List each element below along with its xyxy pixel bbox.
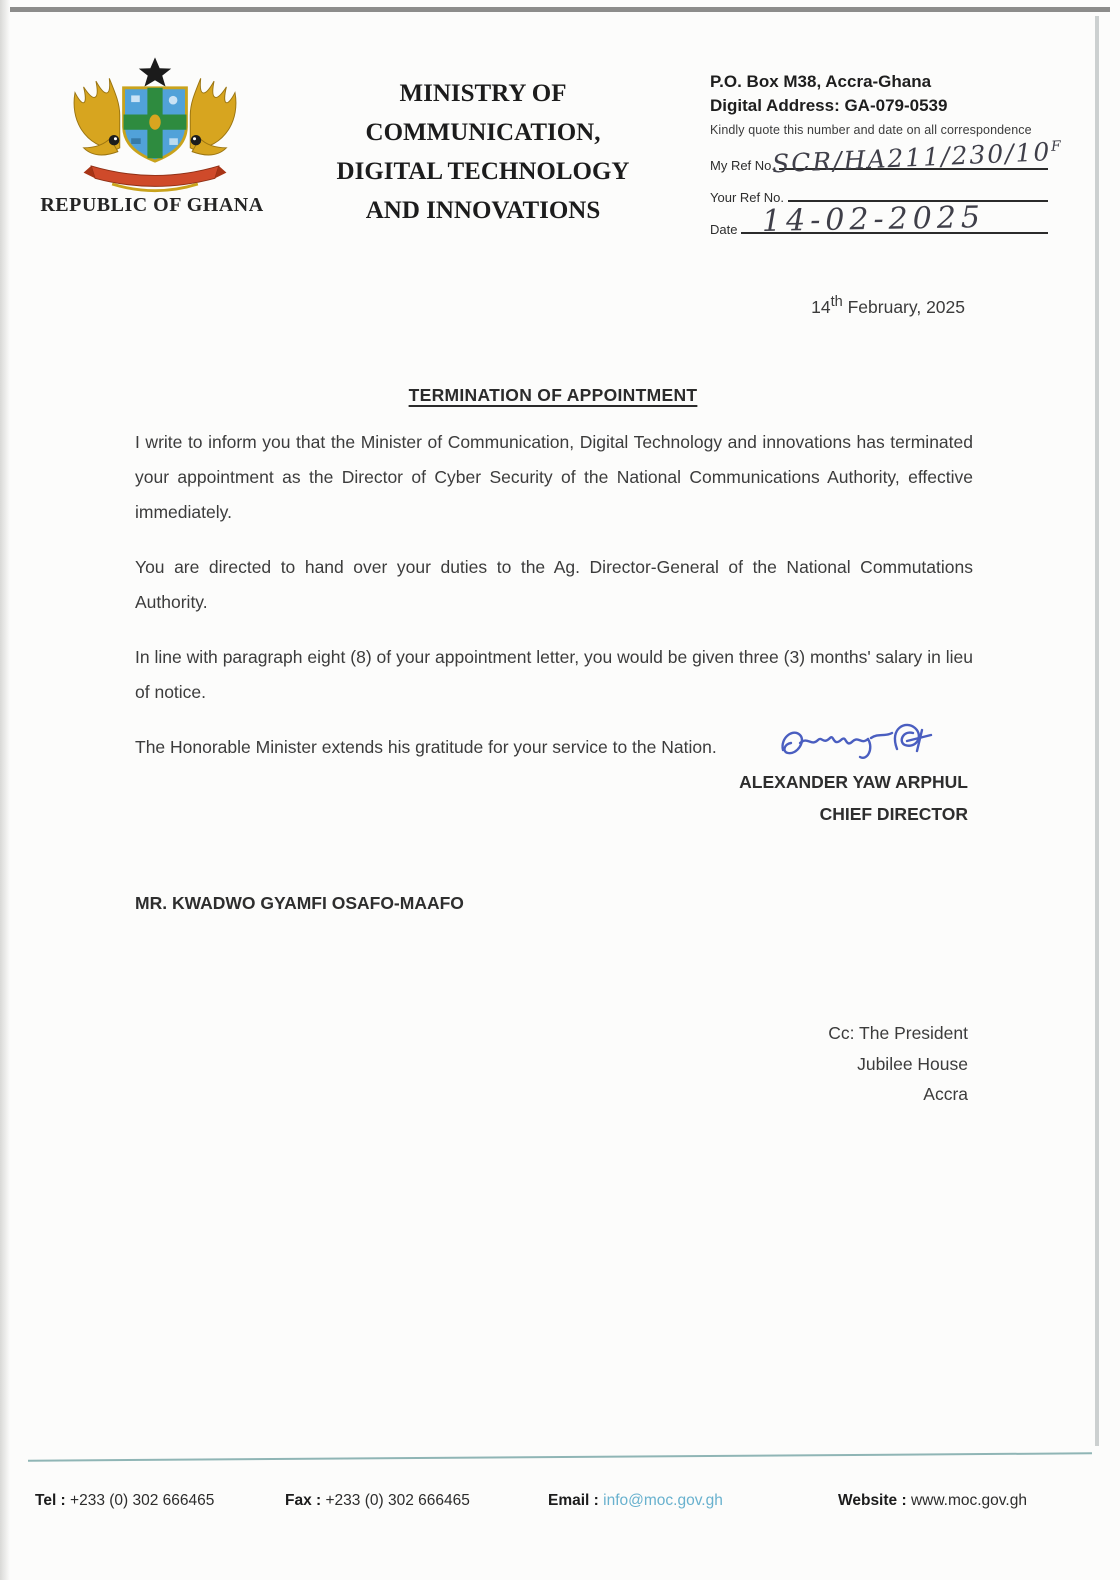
website-label: Website : bbox=[838, 1492, 907, 1509]
cc-line: Accra bbox=[923, 1084, 968, 1104]
tel-label: Tel : bbox=[35, 1492, 66, 1509]
paragraph: The Honorable Minister extends his gratitude for your service to the Nation. bbox=[135, 737, 717, 757]
fax-label: Fax : bbox=[285, 1492, 322, 1509]
my-ref-row bbox=[710, 137, 1064, 179]
ministry-title-line: DIGITAL TECHNOLOGY bbox=[336, 158, 630, 185]
signatory-title: CHIEF DIRECTOR bbox=[819, 804, 968, 824]
ministry-title bbox=[290, 74, 676, 230]
contact-block bbox=[710, 70, 1064, 239]
republic-of-ghana-caption: REPUBLIC OF GHANA bbox=[40, 194, 264, 216]
letter-date: 14th February, 2025 bbox=[811, 294, 965, 317]
ministry-title-line: AND INNOVATIONS bbox=[365, 197, 601, 224]
footer-fax bbox=[285, 1492, 470, 1510]
footer-tel bbox=[35, 1492, 214, 1510]
page-edge-left bbox=[0, 0, 10, 1580]
signatory-name: ALEXANDER YAW ARPHUL bbox=[739, 772, 968, 792]
quote-note: Kindly quote this number and date on all correspondence bbox=[710, 123, 1032, 137]
addressee-name: MR. KWADWO GYAMFI OSAFO-MAAFO bbox=[135, 893, 464, 913]
your-ref-label: Your Ref No. bbox=[710, 190, 784, 205]
cc-line: Jubilee House bbox=[857, 1053, 968, 1074]
paragraph: I write to inform you that the Minister of Communication, Digital Technology and innovations has terminated your appointment as the Director of Cyber Security of the National Communications Authority, effective immediately. bbox=[135, 432, 973, 522]
tel-value: +233 (0) 302 666465 bbox=[70, 1492, 215, 1509]
email-link[interactable]: info@moc.gov.gh bbox=[603, 1492, 723, 1509]
date-handwritten-value: 14-02-2025 bbox=[761, 200, 986, 239]
paragraph: In line with paragraph eight (8) of your appointment letter, you would be given three (3) months' salary in lieu of notice. bbox=[135, 647, 973, 702]
ghana-coat-of-arms-icon bbox=[55, 50, 255, 198]
date-row bbox=[710, 200, 1048, 239]
footer-email bbox=[548, 1492, 723, 1510]
footer-divider bbox=[28, 1452, 1092, 1461]
website-value: www.moc.gov.gh bbox=[910, 1492, 1027, 1509]
page-edge-right bbox=[1095, 16, 1099, 1446]
my-ref-label: My Ref No. bbox=[710, 158, 776, 173]
my-ref-handwritten-value: SCR/$HA211/230/10^F$ bbox=[771, 137, 1064, 179]
fax-value: +233 (0) 302 666465 bbox=[325, 1492, 470, 1509]
subject-heading: TERMINATION OF APPOINTMENT bbox=[408, 385, 698, 405]
page-edge-top bbox=[10, 7, 1110, 12]
signatory-block bbox=[600, 766, 968, 830]
ministry-title-line: MINISTRY OF bbox=[399, 80, 567, 107]
cc-block bbox=[640, 1018, 968, 1110]
signature-ink-icon bbox=[775, 716, 950, 772]
paragraph: You are directed to hand over your duties to the Ag. Director-General of the National Commutations Authority. bbox=[135, 557, 973, 612]
po-box: P.O. Box M38, Accra-Ghana bbox=[710, 72, 932, 91]
ministry-title-line: COMMUNICATION, bbox=[365, 119, 601, 146]
cc-line: Cc: The President bbox=[828, 1023, 968, 1043]
date-label: Date bbox=[710, 222, 738, 237]
digital-address: Digital Address: GA-079-0539 bbox=[710, 96, 948, 115]
footer-website bbox=[838, 1492, 1027, 1510]
email-label: Email : bbox=[548, 1492, 599, 1509]
